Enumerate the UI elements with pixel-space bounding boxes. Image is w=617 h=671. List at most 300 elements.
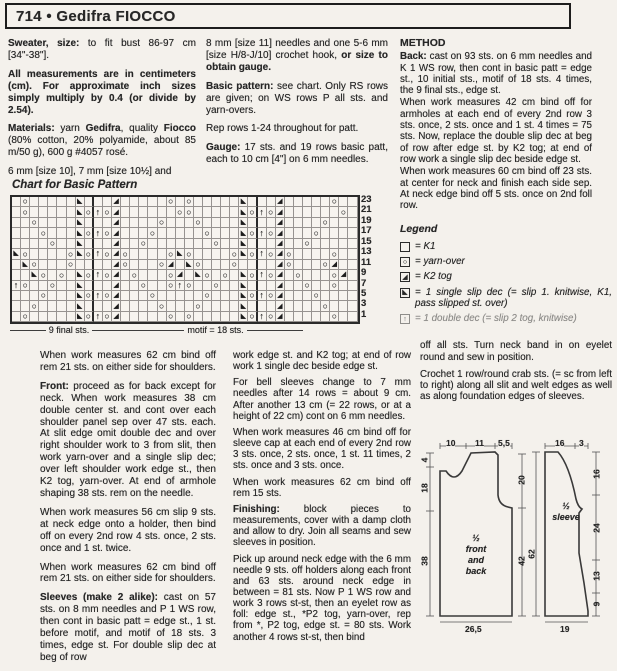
dim-front-top-10: 10 xyxy=(446,438,456,448)
front-back-label-and: and xyxy=(467,555,484,565)
chart-cell xyxy=(339,312,348,322)
chart-cell xyxy=(185,218,194,228)
chart-cell xyxy=(103,301,112,311)
bold-text: Basic pattern: xyxy=(206,80,274,92)
chart-cell-yarnover: ○ xyxy=(21,207,30,217)
chart-cell xyxy=(221,301,230,311)
chart-cell-yarnover: ○ xyxy=(39,270,48,280)
chart-cell-yarnover: ○ xyxy=(48,239,57,249)
chart-cell xyxy=(348,260,357,270)
chart-cell xyxy=(21,270,30,280)
body-text: When work measures 62 cm bind off rem 21 sts. on either side for shoulders. xyxy=(40,350,216,373)
chart-cell xyxy=(12,218,21,228)
chart-cell xyxy=(294,228,303,238)
chart-cell-yarnover: ○ xyxy=(203,270,212,280)
chart-cell xyxy=(158,281,167,291)
method-heading: METHOD xyxy=(400,37,446,49)
chart-cell xyxy=(39,281,48,291)
body-text: block pieces to measurements, cover with a damp cloth and allow to dry. Join all seams and sew sleeves in position. xyxy=(233,503,411,549)
chart-cell-yarnover: ○ xyxy=(230,249,239,259)
chart-cell xyxy=(48,249,57,259)
chart-cell xyxy=(194,207,203,217)
chart-cell xyxy=(348,228,357,238)
chart-cell xyxy=(67,291,76,301)
chart-cell-yarnover: ○ xyxy=(139,239,148,249)
chart-cell xyxy=(121,291,130,301)
chart-cell-yarnover: ○ xyxy=(85,291,94,301)
chart-cell xyxy=(267,218,276,228)
chart-cell xyxy=(12,260,21,270)
chart-cell-slipdec: ◣ xyxy=(76,197,85,207)
chart-cell xyxy=(167,239,176,249)
chart-cell xyxy=(57,239,66,249)
chart-cell-yarnover: ○ xyxy=(85,228,94,238)
chart-cell xyxy=(176,260,185,270)
paragraph xyxy=(206,81,388,117)
chart-cell xyxy=(321,312,330,322)
chart-cell-yarnover: ○ xyxy=(267,228,276,238)
chart-cell-slipdec: ◣ xyxy=(239,249,248,259)
chart-cell xyxy=(203,260,212,270)
chart-cell xyxy=(230,239,239,249)
chart-row-number: 13 xyxy=(361,246,372,258)
chart-cell xyxy=(57,281,66,291)
chart-cell-yarnover: ○ xyxy=(85,207,94,217)
chart-cell xyxy=(21,291,30,301)
chart-cell xyxy=(130,197,139,207)
chart-cell-slipdec: ◣ xyxy=(239,281,248,291)
chart-cell-k2tog: ◢ xyxy=(276,218,285,228)
chart-cell xyxy=(312,281,321,291)
chart-cell xyxy=(158,228,167,238)
chart-cell xyxy=(230,197,239,207)
chart-cell-k2tog: ◢ xyxy=(112,218,121,228)
chart-cell xyxy=(330,218,339,228)
chart-cell xyxy=(303,228,312,238)
chart-cell-yarnover: ○ xyxy=(148,291,157,301)
chart-cell xyxy=(294,249,303,259)
chart-cell xyxy=(212,291,221,301)
bold-text: Finishing: xyxy=(233,503,280,515)
chart-cell-yarnover: ○ xyxy=(267,207,276,217)
method-text xyxy=(400,51,612,211)
chart-label-final xyxy=(10,325,128,335)
chart-cell xyxy=(67,270,76,280)
chart-cell-slipdec: ◣ xyxy=(12,249,21,259)
dim-front-bottom-265: 26,5 xyxy=(465,624,482,634)
paragraph xyxy=(233,504,411,549)
chart-cell xyxy=(48,197,57,207)
chart-cell xyxy=(103,281,112,291)
column-left-top xyxy=(8,38,196,185)
chart-cell-yarnover: ○ xyxy=(285,260,294,270)
chart-cell-k2tog: ◢ xyxy=(112,207,121,217)
header-box xyxy=(5,3,571,29)
chart-cell-yarnover: ○ xyxy=(21,312,30,322)
bold-text: Fiocco xyxy=(163,123,196,135)
legend-item-label: = yarn-over xyxy=(415,256,465,268)
paragraph xyxy=(400,97,592,165)
paragraph xyxy=(40,381,216,500)
chart-label-final-text: 9 final sts. xyxy=(48,325,90,335)
chart-cell xyxy=(221,312,230,322)
chart-cell xyxy=(130,218,139,228)
chart-cell xyxy=(248,239,257,249)
chart-cell-yarnover: ○ xyxy=(85,270,94,280)
chart-cell-k2tog: ◢ xyxy=(112,281,121,291)
chart-cell-yarnover: ○ xyxy=(57,270,66,280)
chart-cell xyxy=(258,239,267,249)
column-mid-bottom xyxy=(233,350,411,648)
chart-cell xyxy=(167,301,176,311)
chart-cell xyxy=(85,301,94,311)
paragraph xyxy=(233,350,411,372)
chart-cell-k2tog: ◢ xyxy=(339,270,348,280)
chart-cell-yarnover: ○ xyxy=(321,260,330,270)
chart-cell xyxy=(212,207,221,217)
chart-cell xyxy=(39,312,48,322)
chart-cell xyxy=(76,260,85,270)
chart-cell xyxy=(339,291,348,301)
chart-cell xyxy=(321,270,330,280)
chart-cell xyxy=(67,207,76,217)
chart-cell-yarnover: ○ xyxy=(67,260,76,270)
bold-text: All measurements are in centimeters (cm). For approximate inch sizes simply multiply by 0.4 (or divide by 2.54). xyxy=(8,68,196,116)
chart-cell xyxy=(285,197,294,207)
chart-cell-yarnover: ○ xyxy=(167,197,176,207)
chart-cell-yarnover: ○ xyxy=(285,249,294,259)
chart-cell xyxy=(194,281,203,291)
chart-cell xyxy=(348,312,357,322)
chart-cell xyxy=(30,228,39,238)
paragraph xyxy=(8,166,196,178)
chart-cell-yarnover: ○ xyxy=(21,197,30,207)
chart-cell xyxy=(57,301,66,311)
chart-cell xyxy=(203,312,212,322)
chart-cell xyxy=(30,207,39,217)
chart-cell-slipdec: ◣ xyxy=(76,228,85,238)
chart-cell xyxy=(94,218,103,228)
chart-cell xyxy=(221,249,230,259)
chart-cell-k2tog: ◢ xyxy=(112,301,121,311)
chart-cell-slipdec: ◣ xyxy=(21,260,30,270)
chart-cell-yarnover: ○ xyxy=(339,207,348,217)
chart-cell-yarnover: ○ xyxy=(221,270,230,280)
dim-sleeve-top-16: 16 xyxy=(555,438,565,448)
chart-cell-yarnover: ○ xyxy=(203,228,212,238)
chart-cell xyxy=(57,218,66,228)
chart-cell-doubledec: ↑ xyxy=(94,228,103,238)
chart-cell xyxy=(67,281,76,291)
chart-cell xyxy=(194,239,203,249)
chart-cell xyxy=(121,301,130,311)
bold-text: Back: xyxy=(400,51,427,63)
chart-cell-slipdec: ◣ xyxy=(239,291,248,301)
chart-cell xyxy=(57,207,66,217)
chart-cell xyxy=(303,218,312,228)
chart-cell xyxy=(158,270,167,280)
chart-label-motif xyxy=(128,325,303,335)
chart-cell xyxy=(57,291,66,301)
chart-cell-yarnover: ○ xyxy=(321,218,330,228)
chart-cell xyxy=(212,312,221,322)
paragraph xyxy=(8,69,196,117)
chart-cell xyxy=(48,312,57,322)
chart-cell xyxy=(158,207,167,217)
chart-cell xyxy=(176,218,185,228)
chart-cell xyxy=(121,228,130,238)
chart-cell xyxy=(176,239,185,249)
chart-cell xyxy=(312,218,321,228)
chart-cell xyxy=(248,301,257,311)
body-text: Crochet 1 row/round crab sts. (= sc from left to right) along all slit and welt edges as well as along foundation edges of sleeves. xyxy=(420,368,612,403)
chart-cell xyxy=(203,239,212,249)
chart-cell xyxy=(348,239,357,249)
chart-cell xyxy=(212,270,221,280)
dim-sleeve-bottom-19: 19 xyxy=(560,624,570,634)
dim-sleeve-right-9: 9 xyxy=(591,601,602,607)
chart-cell-doubledec: ↑ xyxy=(94,207,103,217)
chart-cell xyxy=(103,197,112,207)
chart-cell xyxy=(158,197,167,207)
paragraph xyxy=(233,554,411,643)
sleeve-label-text: sleeve xyxy=(552,512,580,522)
chart-cell-yarnover: ○ xyxy=(294,270,303,280)
chart-cell xyxy=(121,197,130,207)
chart-cell xyxy=(167,228,176,238)
chart-cell-yarnover: ○ xyxy=(185,197,194,207)
legend-item-label: = K2 tog xyxy=(415,271,452,283)
chart-cell-yarnover: ○ xyxy=(103,312,112,322)
chart-cell xyxy=(194,291,203,301)
chart-cell xyxy=(203,207,212,217)
bold-text: Front: xyxy=(40,380,69,392)
chart-cell xyxy=(267,260,276,270)
chart-cell-yarnover: ○ xyxy=(67,249,76,259)
chart-cell xyxy=(176,312,185,322)
chart-cell xyxy=(330,207,339,217)
column-right-bottom xyxy=(400,340,612,402)
chart-cell-yarnover: ○ xyxy=(212,281,221,291)
chart-cell-slipdec: ◣ xyxy=(76,291,85,301)
legend-heading: Legend xyxy=(400,223,438,236)
chart-cell xyxy=(85,239,94,249)
chart-cell xyxy=(130,301,139,311)
chart-title: Chart for Basic Pattern xyxy=(12,179,138,191)
body-text: When work measures 42 cm bind off for armholes at each end of every 2nd row 3 sts. once, 2 sts. once and 1 st. 4 times = 75 sts. Now, replace the double slip dec at beg of row after edge st. by K2 tog; at end of row work a single slip dec beside edge st. xyxy=(400,97,592,165)
chart-cell xyxy=(312,301,321,311)
chart-cell-k2tog: ◢ xyxy=(276,249,285,259)
chart-cell-slipdec: ◣ xyxy=(239,228,248,238)
chart-cell xyxy=(103,239,112,249)
chart-cell xyxy=(30,197,39,207)
chart-cell-slipdec: ◣ xyxy=(239,197,248,207)
chart-cell xyxy=(294,301,303,311)
chart-cell-slipdec: ◣ xyxy=(194,270,203,280)
chart-cell xyxy=(194,197,203,207)
chart-cell xyxy=(67,312,76,322)
paragraph xyxy=(40,350,216,374)
body-text: When work measures 56 cm slip 9 sts. at neck edge onto a holder, then bind off on every 2nd row 4 sts. once, 2 sts. once and 1 st. twice. xyxy=(40,506,216,554)
front-back-label-fraction: ½ xyxy=(472,533,480,543)
chart-cell xyxy=(185,239,194,249)
chart-cell-slipdec: ◣ xyxy=(239,239,248,249)
chart-cell xyxy=(285,301,294,311)
chart-cell xyxy=(158,249,167,259)
chart-cell xyxy=(248,197,257,207)
legend-item-yarnover xyxy=(400,256,612,267)
chart-cell xyxy=(339,197,348,207)
chart-cell xyxy=(312,249,321,259)
dash-line xyxy=(128,330,184,331)
chart-cell-doubledec: ↑ xyxy=(258,270,267,280)
chart-cell xyxy=(212,301,221,311)
chart-cell xyxy=(30,291,39,301)
chart-cell xyxy=(48,260,57,270)
chart-cell xyxy=(339,218,348,228)
chart-cell xyxy=(194,312,203,322)
legend-item-label: = K1 xyxy=(415,240,436,252)
chart-row-numbers xyxy=(361,195,377,320)
chart-cell xyxy=(57,197,66,207)
chart-cell xyxy=(39,260,48,270)
chart-cell-yarnover: ○ xyxy=(167,270,176,280)
chart-cell-yarnover: ○ xyxy=(176,207,185,217)
chart-cell-yarnover: ○ xyxy=(185,249,194,259)
chart-cell xyxy=(85,218,94,228)
chart-cell xyxy=(139,312,148,322)
chart-cell-yarnover: ○ xyxy=(321,301,330,311)
chart-cell xyxy=(267,301,276,311)
chart-cell xyxy=(94,239,103,249)
chart-cell xyxy=(203,218,212,228)
chart-cell xyxy=(321,228,330,238)
chart-cell-slipdec: ◣ xyxy=(76,312,85,322)
chart-cell xyxy=(321,249,330,259)
chart-cell-k2tog: ◢ xyxy=(330,260,339,270)
chart-cell xyxy=(30,281,39,291)
legend-item-label: = 1 double dec (= slip 2 tog, knitwise) xyxy=(415,313,577,325)
chart-cell-yarnover: ○ xyxy=(230,260,239,270)
chart-cell xyxy=(48,207,57,217)
chart-cell xyxy=(48,218,57,228)
column-left-bottom xyxy=(40,350,216,671)
sleeve-outline xyxy=(528,441,617,640)
body-text: Rep rows 1-24 throughout for patt. xyxy=(206,123,359,135)
chart-cell xyxy=(330,291,339,301)
chart-cell-yarnover: ○ xyxy=(194,260,203,270)
chart-cell xyxy=(221,218,230,228)
chart-cell xyxy=(185,291,194,301)
chart-cell-yarnover: ○ xyxy=(248,312,257,322)
chart-cell-yarnover: ○ xyxy=(267,312,276,322)
chart-cell-doubledec: ↑ xyxy=(176,281,185,291)
body-text: see chart. Only RS rows are given; on WS rows P all sts. and yarn-overs. xyxy=(206,80,389,116)
chart-cell xyxy=(130,281,139,291)
legend-item-k1 xyxy=(400,241,612,252)
chart-cell xyxy=(321,281,330,291)
chart-cell-k2tog: ◢ xyxy=(276,260,285,270)
chart-cell-yarnover: ○ xyxy=(103,291,112,301)
chart-cell xyxy=(85,197,94,207)
chart-cell xyxy=(258,301,267,311)
body-text: 6 mm [size 10], 7 mm [size 10½] and xyxy=(8,166,172,178)
chart-cell xyxy=(39,218,48,228)
chart-cell-yarnover: ○ xyxy=(21,281,30,291)
chart-cell-k2tog: ◢ xyxy=(276,270,285,280)
dim-sleeve-right-16: 16 xyxy=(591,469,602,479)
dim-front-right-42: 42 xyxy=(516,556,527,566)
chart-cell xyxy=(158,291,167,301)
dim-front-left-18: 18 xyxy=(419,483,430,493)
chart-cell xyxy=(130,239,139,249)
chart-cell-doubledec: ↑ xyxy=(94,270,103,280)
sleeve-label-fraction: ½ xyxy=(562,501,570,511)
chart-cell xyxy=(139,249,148,259)
chart-cell-doubledec: ↑ xyxy=(258,207,267,217)
chart-cell-slipdec: ◣ xyxy=(239,218,248,228)
chart-cell xyxy=(258,281,267,291)
chart-cell xyxy=(230,312,239,322)
chart-cell-yarnover: ○ xyxy=(330,281,339,291)
chart-cell xyxy=(203,249,212,259)
chart-cell xyxy=(12,239,21,249)
chart-cell xyxy=(285,281,294,291)
chart-cell-yarnover: ○ xyxy=(158,301,167,311)
chart-cell xyxy=(67,239,76,249)
chart-cell xyxy=(139,301,148,311)
chart-cell-yarnover: ○ xyxy=(330,249,339,259)
chart-cell-k2tog: ◢ xyxy=(176,270,185,280)
paragraph xyxy=(420,369,612,403)
chart-cell xyxy=(212,249,221,259)
chart-cell xyxy=(167,207,176,217)
chart-row-number: 11 xyxy=(361,256,372,268)
chart-cell xyxy=(348,249,357,259)
schematic-sleeve xyxy=(526,438,617,640)
body-text: When work measures 46 cm bind off for sleeve cap at each end of every 2nd row 3 sts. once, 2 sts. once, 1 st. 11 times, 2 sts. once and 3 sts. once. xyxy=(233,426,411,472)
chart-cell xyxy=(67,218,76,228)
chart-cell-yarnover: ○ xyxy=(267,291,276,301)
chart-cell xyxy=(339,249,348,259)
body-text: cast on 93 sts. on 6 mm needles and K 1 WS row, then cont in basic patt = edge st., 10 initial sts., motif of 18 sts. 4 times, the 9 final sts., edge st. xyxy=(400,51,592,97)
paragraph xyxy=(233,427,411,472)
chart-cell xyxy=(203,281,212,291)
chart-cell xyxy=(185,301,194,311)
chart-cell xyxy=(258,197,267,207)
chart-cell xyxy=(294,312,303,322)
paragraph xyxy=(206,142,388,166)
bold-text: Gedifra xyxy=(85,123,121,135)
chart-cell xyxy=(321,239,330,249)
body-text: Pick up around neck edge with the 6 mm needle 9 sts. off holders along each front and 63 sts. around neck edge in between = 81 sts. Now P 1 WS row and work 3 rows st-st, then an eyelet row as foll: edge st., *P2 tog, yarn-over, rep from *, P2 tog, edge st. = 80 sts. Work another 4 rows st-st, then bind xyxy=(233,553,411,643)
chart-cell xyxy=(21,239,30,249)
chart-cell-k2tog: ◢ xyxy=(276,207,285,217)
chart-cell xyxy=(121,218,130,228)
paragraph xyxy=(40,507,216,555)
chart-cell-yarnover: ○ xyxy=(248,270,257,280)
chart-cell xyxy=(176,197,185,207)
chart-cell xyxy=(148,260,157,270)
chart-cell xyxy=(57,312,66,322)
chart-cell-doubledec: ↑ xyxy=(12,281,21,291)
chart-cell-slipdec: ◣ xyxy=(239,207,248,217)
chart-cell xyxy=(348,207,357,217)
chart-cell xyxy=(248,260,257,270)
chart-cell xyxy=(230,218,239,228)
chart-cell-yarnover: ○ xyxy=(121,249,130,259)
chart-cell-yarnover: ○ xyxy=(103,270,112,280)
